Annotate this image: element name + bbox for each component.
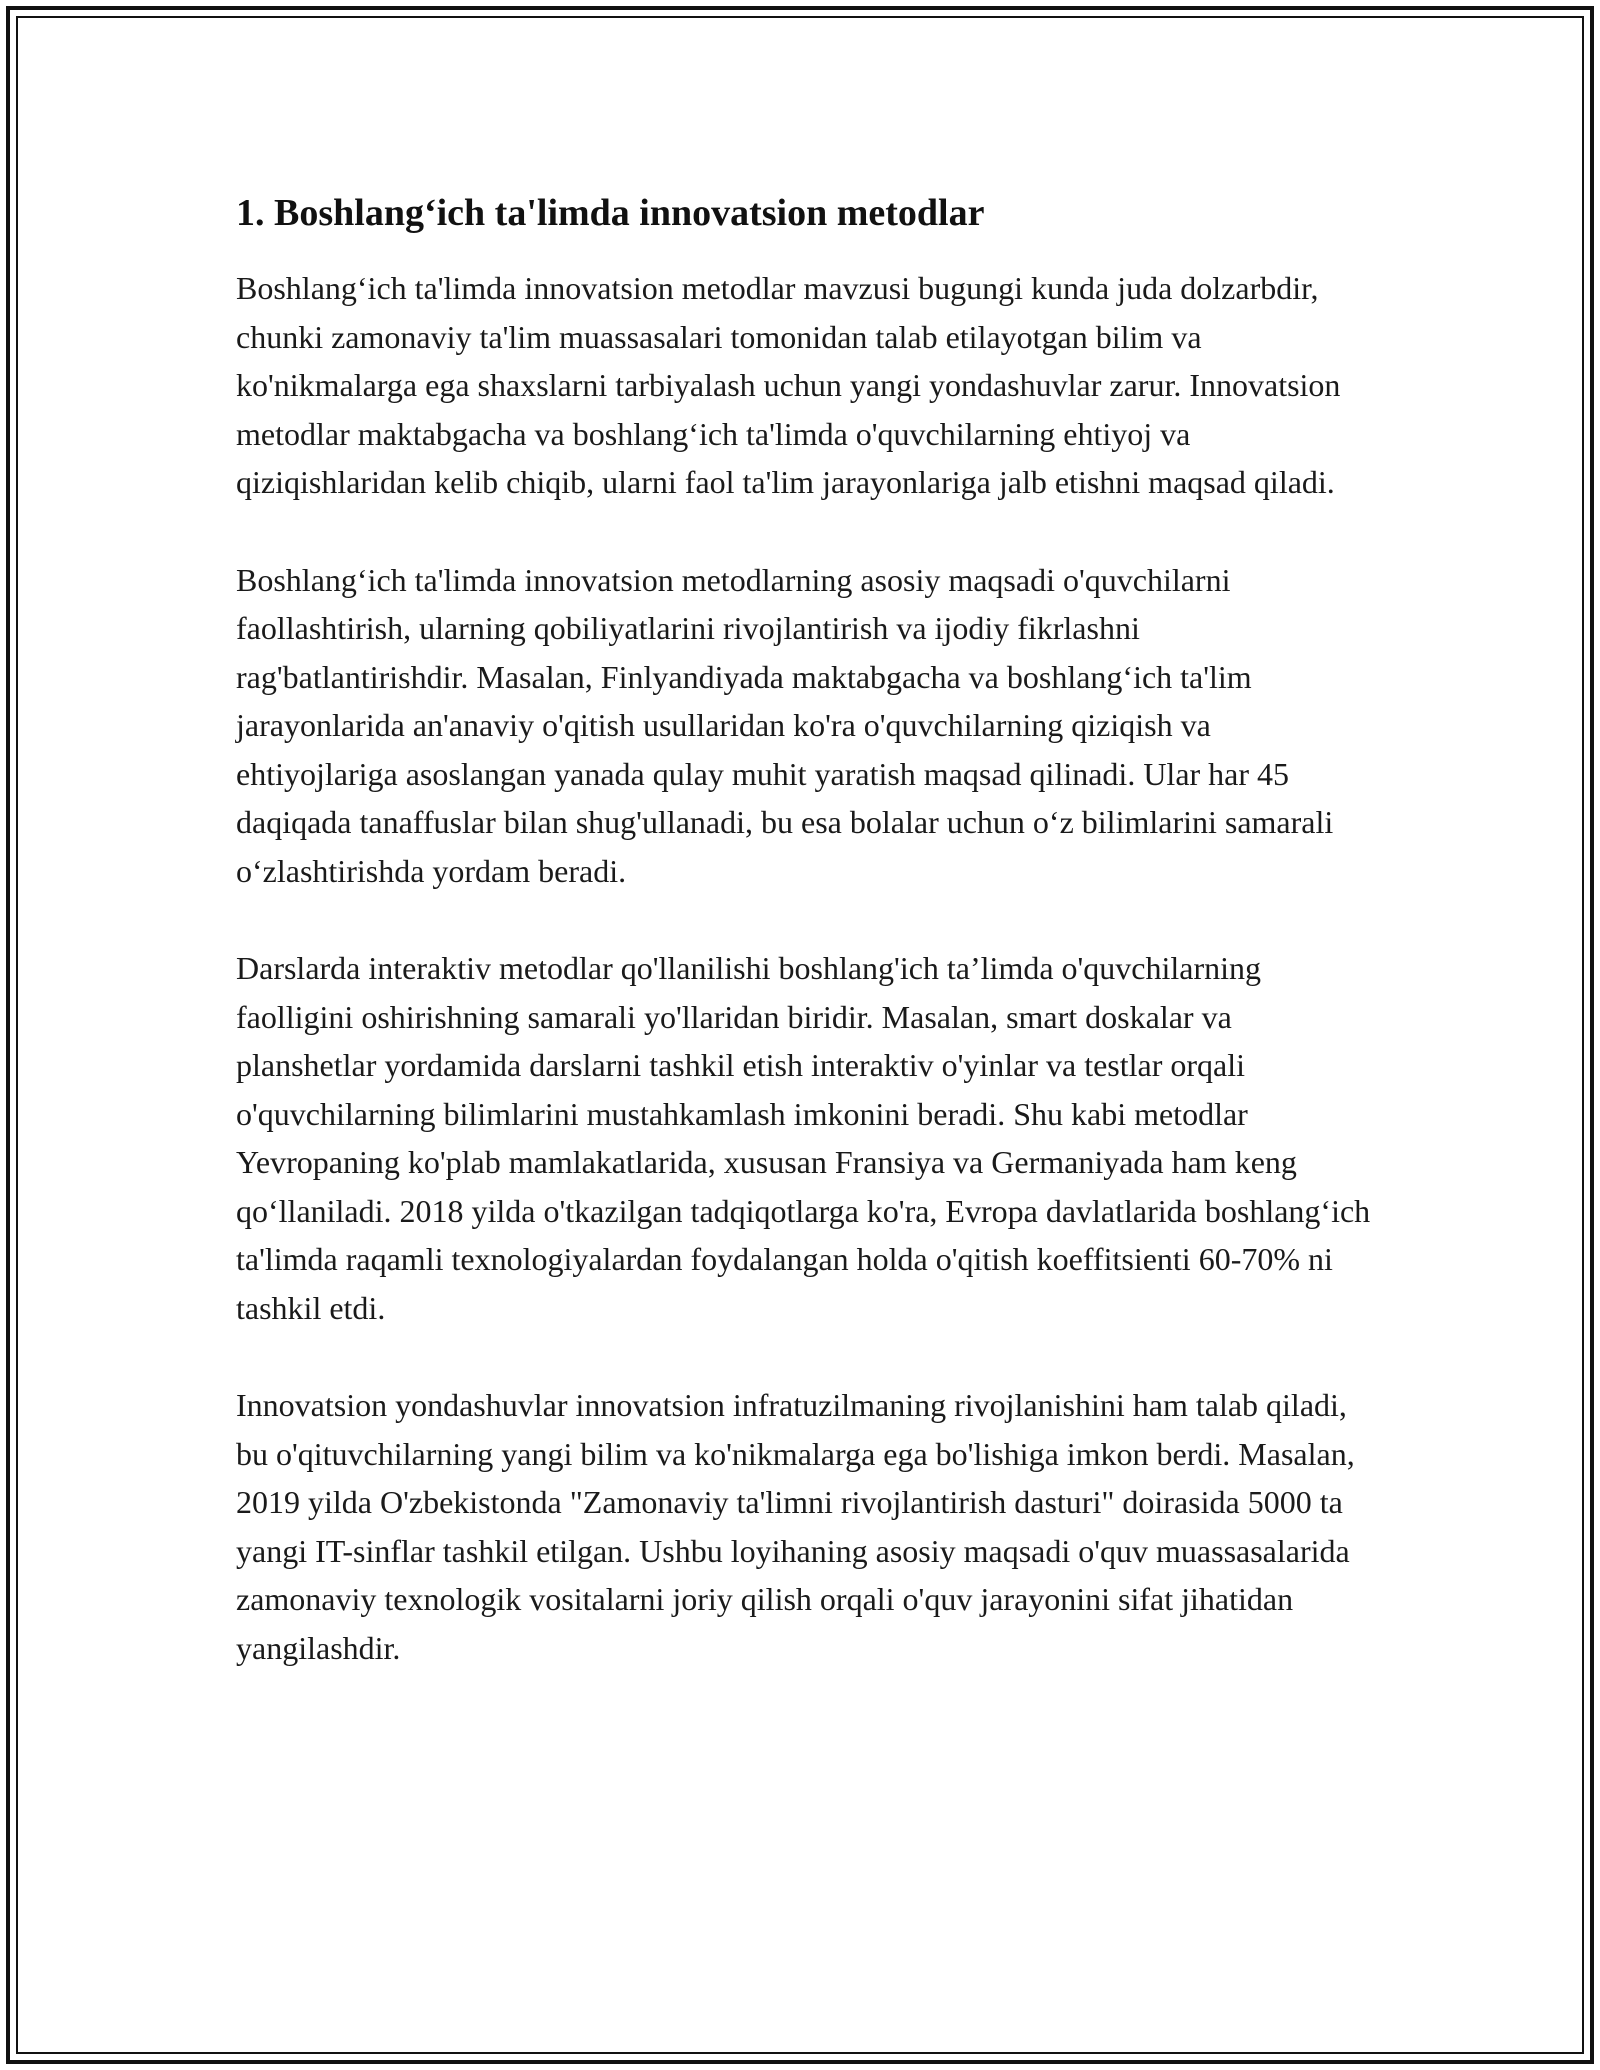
paragraph-1: Boshlang‘ich ta'limda innovatsion metodlar mavzusi bugungi kunda juda dolzarbdir, chunki zamonaviy ta'lim muassasalari tomonidan talab etilayotgan bilim va ko'nikmalarga ega shaxslarni tarbiyalash uchun yangi yondashuvlar zarur. Innovatsion metodlar maktabgacha va boshlang‘ich ta'limda o'quvchilarning ehtiyoj va qiziqishlaridan kelib chiqib, ularni faol ta'lim jarayonlariga jalb etishni maqsad qiladi. — [236, 270, 1341, 500]
paragraph-4: Innovatsion yondashuvlar innovatsion infratuzilmaning rivojlanishini ham talab qiladi, bu o'qituvchilarning yangi bilim va ko'nikmalarga ega bo'lishiga imkon berdi. Masalan, 2019 yilda O'zbekistonda "Zamonaviy ta'limni rivojlantirish dasturi" doirasida 5000 ta yangi IT-sinflar tashkil etilgan. Ushbu loyihaning asosiy maqsadi o'quv muassasalarida zamonaviy texnologik vositalarni joriy qilish orqali o'quv jarayonini sifat jihatidan yangilashdir. — [236, 1387, 1355, 1666]
paragraph-2: Boshlang‘ich ta'limda innovatsion metodlarning asosiy maqsadi o'quvchilarni faollashtirish, ularning qobiliyatlarini rivojlantirish va ijodiy fikrlashni rag'batlantirishdir. Masalan, Finlyandiyada maktabgacha va boshlang‘ich ta'lim jarayonlarida an'anaviy o'qitish usullaridan ko'ra o'quvchilarning qiziqish va ehtiyojlariga asoslangan yanada qulay muhit yaratish maqsad qilinadi. Ular har 45 daqiqada tanaffuslar bilan shug'ullanadi, bu esa bolalar uchun o‘z bilimlarini samarali o‘zlashtirishda yordam beradi. — [236, 561, 1334, 889]
paragraph-3: Darslarda interaktiv metodlar qo'llanilishi boshlang'ich ta’limda o'quvchilarning faolligini oshirishning samarali yo'llaridan biridir. Masalan, smart doskalar va planshetlar yordamida darslarni tashkil etish interaktiv o'yinlar va testlar orqali o'quvchilarning bilimlarini mustahkamlash imkonini beradi. Shu kabi metodlar Yevropaning ko'plab mamlakatlarida, xususan Fransiya va Germaniyada ham keng qo‘llaniladi. 2018 yilda o'tkazilgan tadqiqotlarga ko'ra, Evropa davlatlarida boshlang‘ich ta'limda raqamli texnologiyalardan foydalangan holda o'qitish koeffitsienti 60-70% ni tashkil etdi. — [236, 950, 1371, 1326]
document-body — [236, 188, 1376, 1721]
section-heading: 1. Boshlang‘ich ta'limda innovatsion metodlar — [236, 192, 985, 234]
